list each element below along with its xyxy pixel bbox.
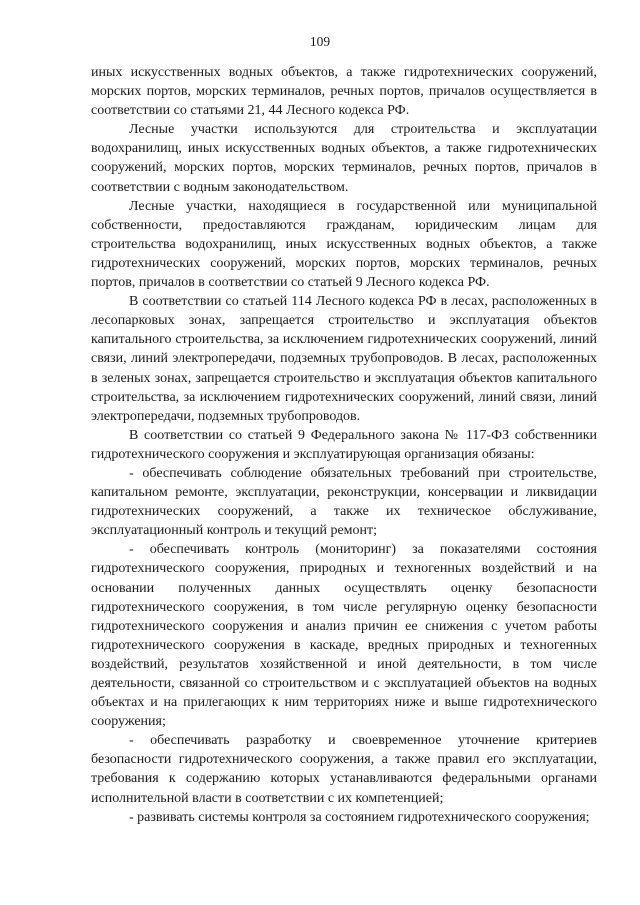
page-number: 109 <box>309 34 331 49</box>
paragraph-article-114: В соответствии со статьей 114 Лесного кодекса РФ в лесах, расположенных в лесопарковых зонах, запрещается строительство и эксплуатация объектов капитального строительства, за исключением гидротехнических сооружений, линий связи, линий электропередачи, подземных трубопроводов. В лесах, расположенных в зеленых зонах, запрещается строительство и эксплуатация объектов капитального строительства, за исключением гидротехнических сооружений, линий связи, линий электропередачи, подземных трубопроводов. <box>91 294 597 424</box>
paragraph-forest-plots-provision: Лесные участки, находящиеся в государственной или муниципальной собственности, предоставляются гражданам, юридическим лицам для строительства водохранилищ, иных искусственных водных объектов, а также гидротехнических сооружений, морских портов, морских терминалов, речных портов, причалов в соответствии со статьей 9 Лесного кодекса РФ. <box>91 198 597 291</box>
list-item-ensure-monitoring: - обеспечивать контроль (мониторинг) за показателями состояния гидротехнического сооружения, природных и техногенных воздействий и на основании полученных данных осуществлять оценку безопасности гидротехнического сооружения, в том числе регулярную оценку безопасности гидротехнического сооружения и анализ причин ее снижения с учетом работы гидротехнического сооружения в каскаде, вредных природных и техногенных воздействий, результатов хозяйственной и иной деятельности, в том числе деятельности, связанной со строительством и с эксплуатацией объектов на водных объектах и на прилегающих к ним территориях ниже и выше гидротехнического сооружения; <box>91 542 597 730</box>
page-body <box>91 63 597 827</box>
list-item-ensure-safety-criteria: - обеспечивать разработку и своевременное уточнение критериев безопасности гидротехнического сооружения, а также правил его эксплуатации, требования к содержанию которых устанавливаются федеральными органами исполнительной власти в соответствии с их компетенцией; <box>91 733 597 806</box>
list-item-develop-control-systems: - развивать системы контроля за состоянием гидротехнического сооружения; <box>129 809 590 825</box>
list-item-ensure-compliance: - обеспечивать соблюдение обязательных требований при строительстве, капитальном ремонте, эксплуатации, реконструкции, консервации и ликвидации гидротехнических сооружений, а также их техническое обслуживание, эксплуатационный контроль и текущий ремонт; <box>91 465 597 539</box>
paragraph-continuation: иных искусственных водных объектов, а также гидротехнических сооружений, морских портов, морских терминалов, речных портов, причалов осуществляется в соответствии со статьями 21, 44 Лесного кодекса РФ. <box>91 65 597 119</box>
paragraph-law-117-obligations: В соответствии со статьей 9 Федерального закона № 117-ФЗ собственники гидротехнического сооружения и эксплуатирующая организация обязаны: <box>91 427 597 462</box>
paragraph-forest-plots-use: Лесные участки используются для строительства и эксплуатации водохранилищ, иных искусственных водных объектов, а также гидротехнических сооружений, морских портов, морских терминалов, речных портов, причалов в соответствии с водным законодательством. <box>91 122 597 195</box>
